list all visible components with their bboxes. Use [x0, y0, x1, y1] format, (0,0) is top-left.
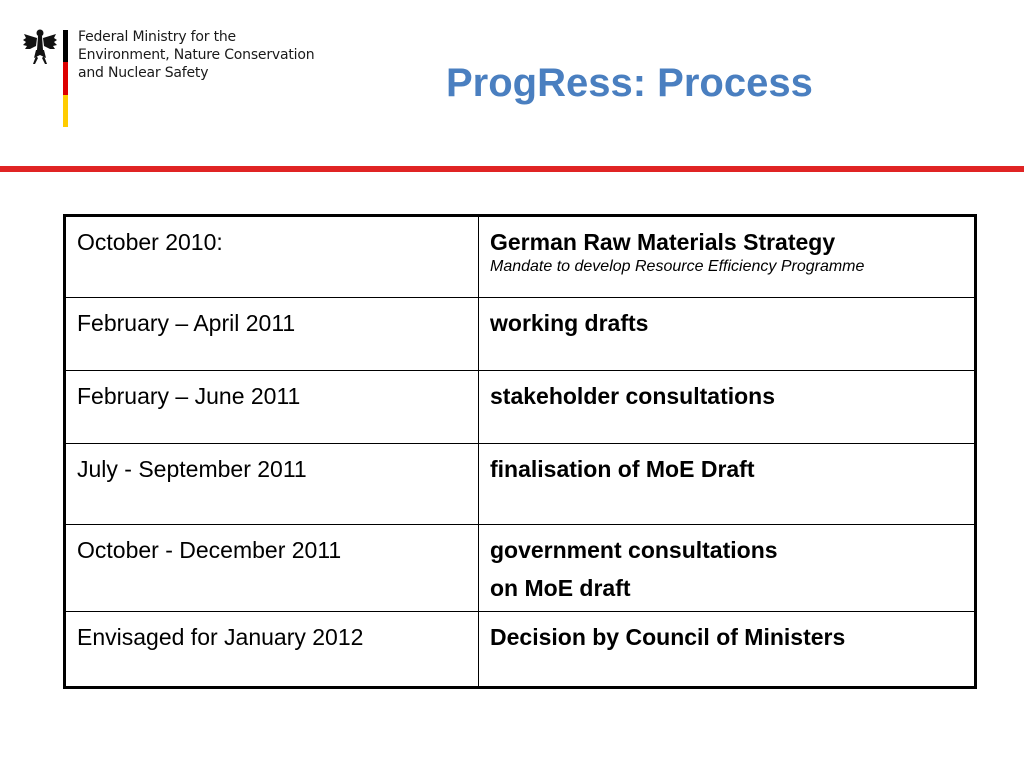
table-row	[65, 371, 976, 444]
german-flag-bar	[63, 30, 68, 127]
table-row	[65, 525, 976, 612]
activity-cell	[479, 525, 976, 612]
federal-eagle-icon	[22, 28, 58, 68]
slide-title: ProgRess: Process	[446, 61, 813, 105]
activity-cell: working drafts	[479, 298, 976, 371]
period-cell: July - September 2011	[65, 444, 479, 525]
table-row	[65, 298, 976, 371]
activity-text: government consultations	[490, 537, 778, 563]
table-row	[65, 444, 976, 525]
activity-cell: stakeholder consultations	[479, 371, 976, 444]
table-row	[65, 216, 976, 298]
ministry-name-line: Federal Ministry for the	[78, 29, 236, 45]
activity-cell: finalisation of MoE Draft	[479, 444, 976, 525]
activity-note: Mandate to develop Resource Efficiency Programme	[490, 258, 865, 275]
period-cell: February – June 2011	[65, 371, 479, 444]
activity-cell: Decision by Council of Ministers	[479, 612, 976, 688]
period-cell: October 2010:	[65, 216, 479, 298]
activity-text: German Raw Materials Strategy	[490, 229, 836, 255]
process-timeline-table	[63, 214, 977, 689]
activity-text-continued: on MoE draft	[490, 575, 631, 601]
period-cell: February – April 2011	[65, 298, 479, 371]
table-row	[65, 612, 976, 688]
activity-cell	[479, 216, 976, 298]
ministry-name	[78, 28, 314, 82]
header-divider	[0, 166, 1024, 172]
ministry-logo	[0, 0, 320, 150]
period-cell: October - December 2011	[65, 525, 479, 612]
ministry-name-line: and Nuclear Safety	[78, 65, 209, 81]
period-cell: Envisaged for January 2012	[65, 612, 479, 688]
ministry-name-line: Environment, Nature Conservation	[78, 47, 315, 63]
